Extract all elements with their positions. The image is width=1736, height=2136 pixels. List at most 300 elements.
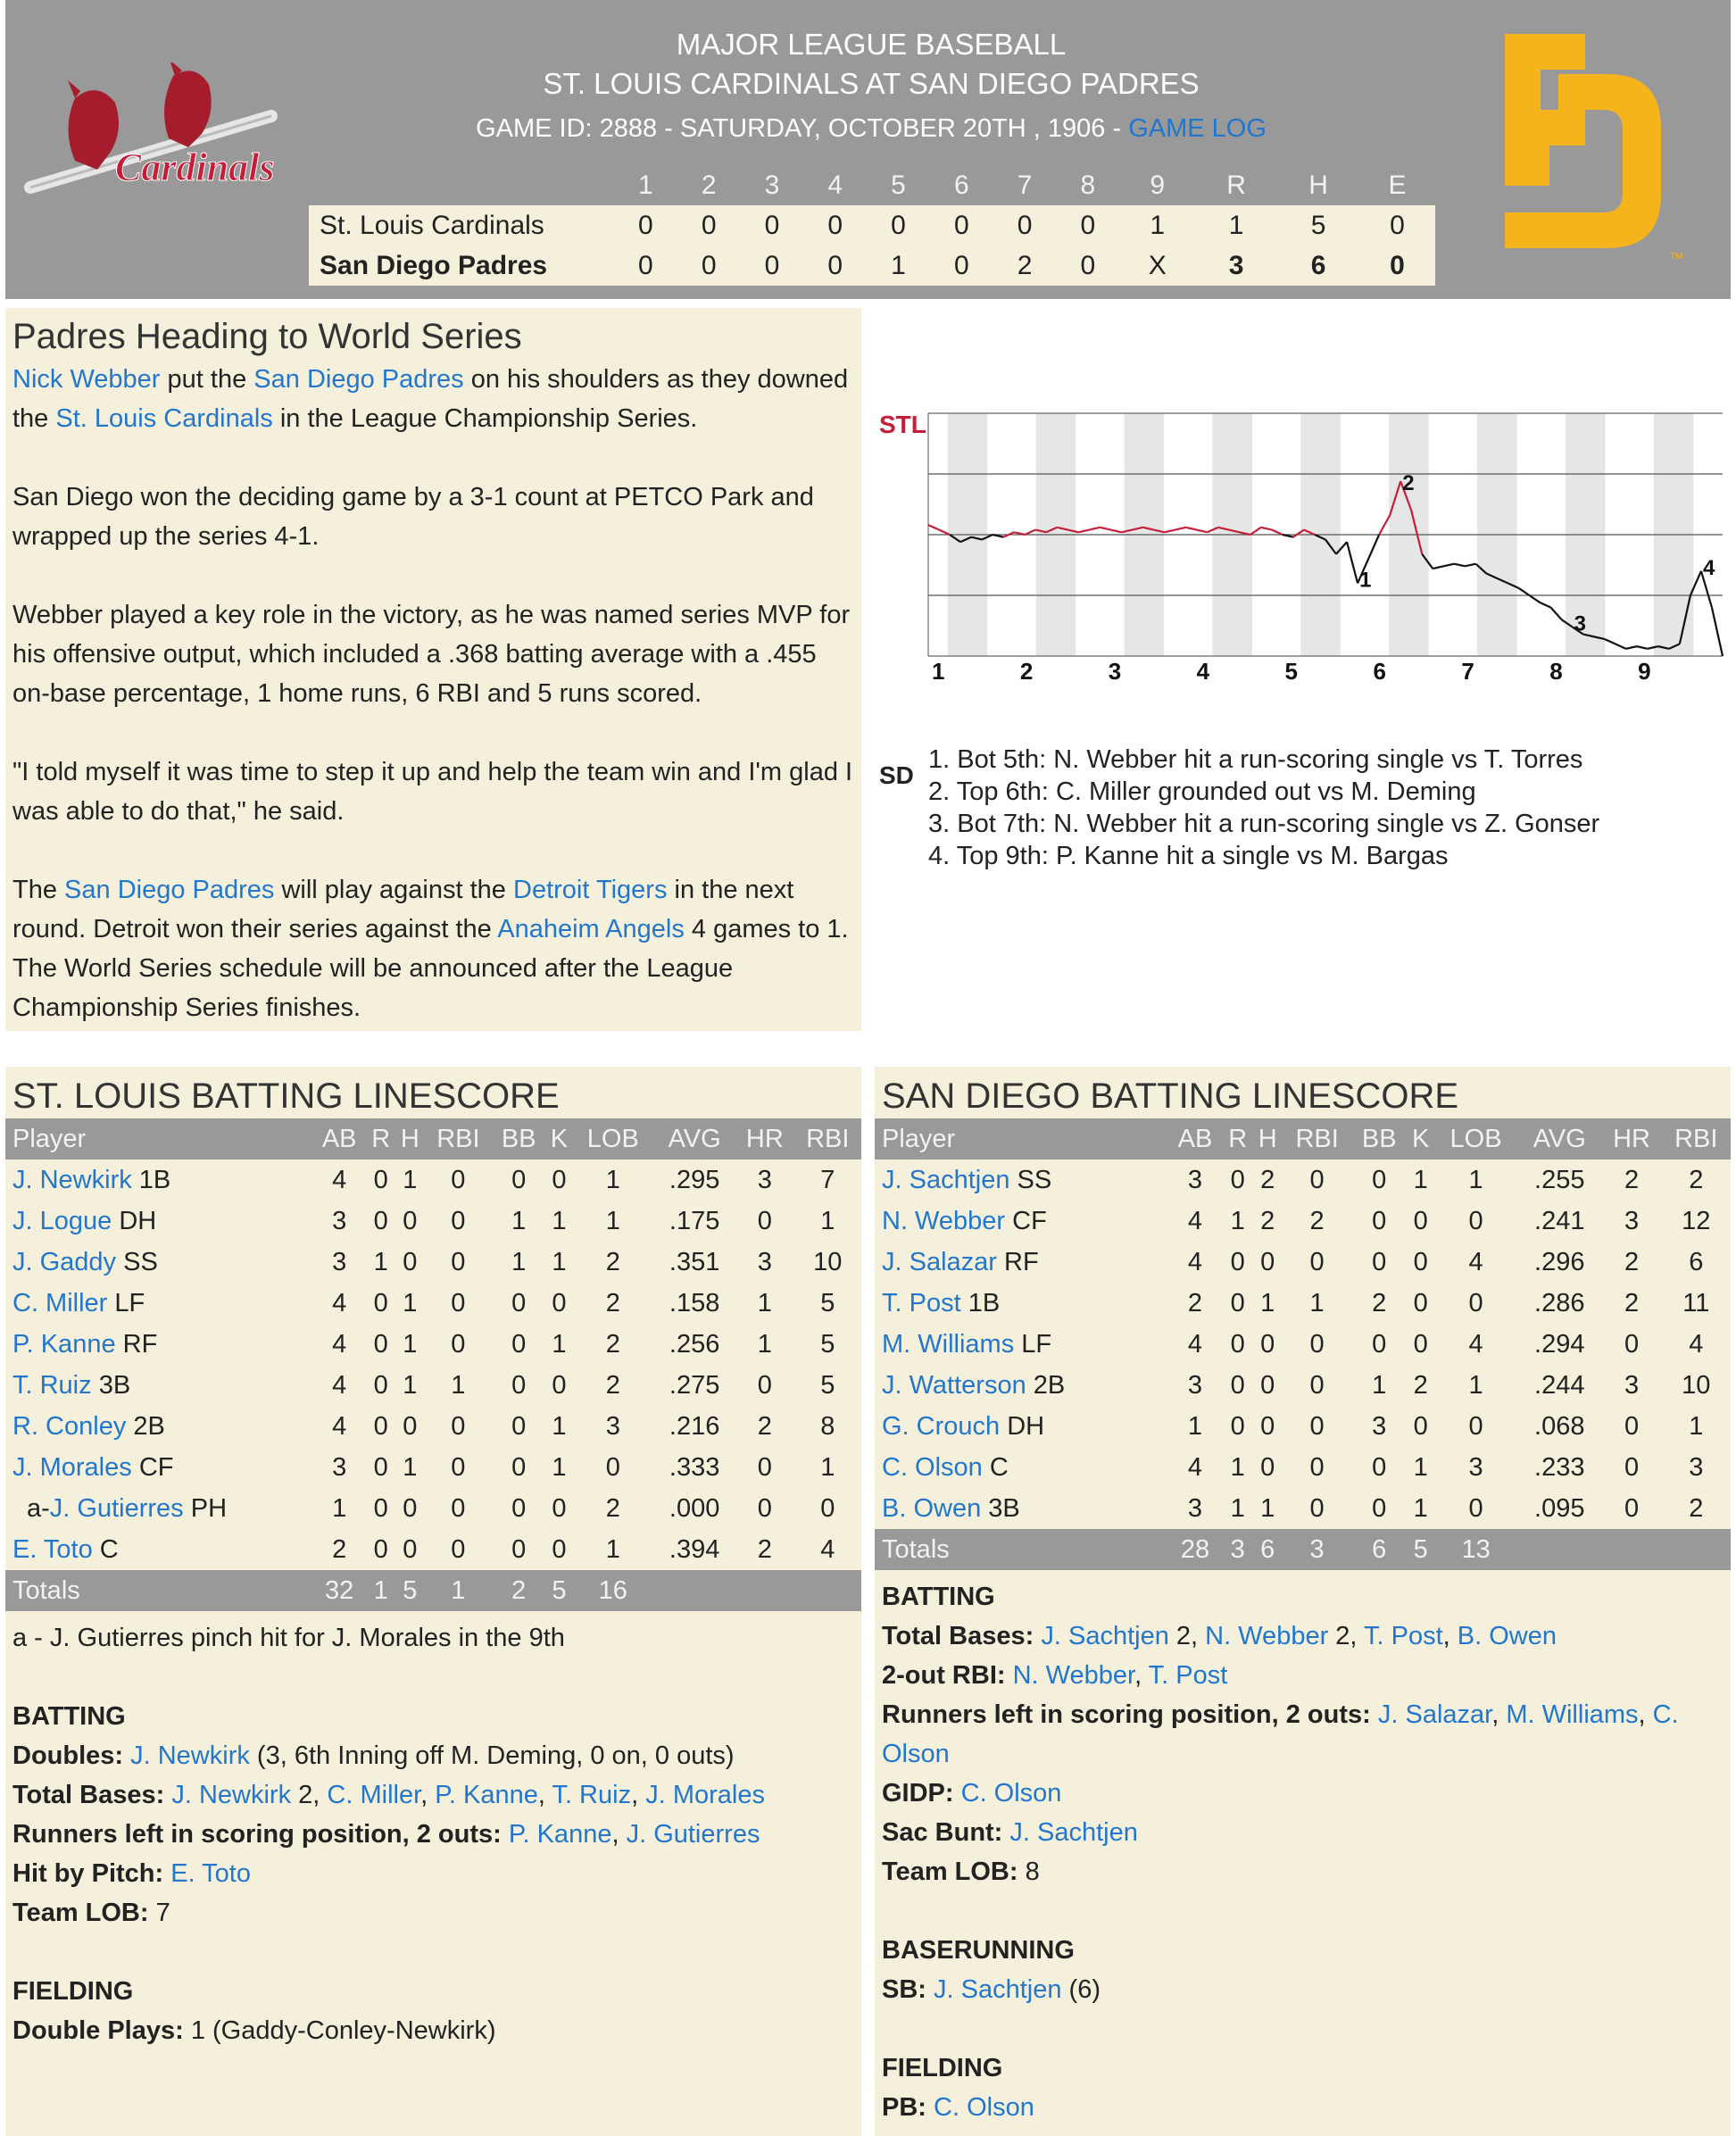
story-paragraph: "I told myself it was time to step it up and help the team win and I'm glad I was able to do that," he said. — [12, 758, 853, 826]
series-segment — [1100, 528, 1110, 530]
chart-bottom-label: SD — [879, 761, 914, 789]
linescore-team-name: St. Louis Cardinals — [309, 205, 614, 245]
team-link[interactable]: San Diego Padres — [64, 876, 275, 904]
player-link[interactable]: M. Williams — [1506, 1700, 1639, 1729]
stat-column-header: LOB — [573, 1118, 654, 1159]
game-log-link[interactable]: GAME LOG — [1128, 114, 1267, 143]
stat-cell: 0 — [552, 1370, 567, 1400]
player-link[interactable]: J. Newkirk — [130, 1741, 250, 1770]
stat-cell: .158 — [669, 1288, 720, 1317]
player-link[interactable]: N. Webber — [882, 1206, 1006, 1235]
player-link[interactable]: T. Post — [1364, 1622, 1443, 1650]
footnote: a - J. Gutierres pinch hit for J. Morales in the 9th — [12, 1624, 565, 1652]
player-position: RF — [115, 1329, 158, 1359]
linescore-cell: 0 — [677, 245, 741, 286]
table-row — [875, 1488, 1731, 1529]
player-link[interactable]: J. Sachtjen — [882, 1165, 1010, 1194]
totals-cell — [1602, 1529, 1662, 1570]
sd-notes — [875, 1570, 1731, 2134]
stat-cell: 7 — [820, 1165, 835, 1194]
stat-cell: 0 — [1230, 1411, 1245, 1441]
stat-cell: 2 — [605, 1288, 620, 1317]
series-segment — [1261, 528, 1272, 530]
linescore-cell: 0 — [614, 205, 677, 245]
player-cell — [875, 1283, 1167, 1324]
linescore-row-home — [309, 245, 1435, 286]
inning-header: 9 — [1150, 170, 1166, 200]
linescore-cell: 0 — [1056, 245, 1119, 286]
stat-cell: 2 — [1372, 1288, 1387, 1317]
player-position: 3B — [91, 1370, 131, 1400]
header-line-league: MAJOR LEAGUE BASEBALL — [676, 28, 1067, 61]
stat-cell: 1 — [757, 1329, 772, 1359]
totals-cell: 28 — [1167, 1529, 1223, 1570]
stat-cell: 0 — [1624, 1452, 1640, 1482]
story-headline: Padres Heading to World Series — [12, 317, 522, 356]
player-link[interactable]: T. Post — [1148, 1661, 1228, 1690]
stat-cell: 0 — [373, 1206, 388, 1235]
stl-notes — [5, 1611, 861, 2057]
stat-cell: 1 — [403, 1329, 418, 1359]
stat-cell: 2 — [605, 1329, 620, 1359]
player-link[interactable]: J. Salazar — [882, 1247, 997, 1276]
player-link[interactable]: J. Newkirk — [171, 1781, 292, 1809]
team-link[interactable]: Detroit Tigers — [513, 876, 668, 904]
stat-cell: 8 — [820, 1411, 835, 1441]
stat-cell: 2 — [1413, 1370, 1428, 1400]
player-position: RF — [996, 1247, 1039, 1276]
stat-cell: 11 — [1682, 1288, 1710, 1317]
stat-cell: 12 — [1682, 1206, 1711, 1235]
totals-cell: 6 — [1351, 1529, 1407, 1570]
player-cell — [875, 1324, 1167, 1365]
stat-cell: 1 — [1413, 1165, 1428, 1194]
stat-cell: 6 — [1689, 1247, 1704, 1276]
stat-column-header: H — [1252, 1118, 1283, 1159]
stat-cell: 1 — [820, 1206, 835, 1235]
inning-header: 8 — [1080, 170, 1096, 200]
stat-column-header: RBI — [1662, 1118, 1731, 1159]
stat-cell: 0 — [1260, 1247, 1275, 1276]
series-segment — [1530, 595, 1541, 603]
totals-cell — [1517, 1529, 1602, 1570]
stat-cell: 0 — [605, 1452, 620, 1482]
table-row — [5, 1159, 861, 1201]
sd-batting-section — [875, 1067, 1731, 2136]
stat-cell: 4 — [1187, 1452, 1203, 1482]
linescore-hits: 5 — [1277, 205, 1359, 245]
player-link[interactable]: C. Olson — [882, 1700, 1679, 1768]
stat-cell: 0 — [1260, 1329, 1275, 1359]
player-link[interactable]: C. Miller — [327, 1781, 421, 1809]
stat-cell: 3 — [1187, 1370, 1203, 1400]
player-position: C — [92, 1534, 119, 1564]
stat-cell: 0 — [403, 1534, 418, 1564]
stat-cell: 1 — [605, 1165, 620, 1194]
stat-cell: 4 — [332, 1411, 347, 1441]
player-link[interactable]: C. Miller — [12, 1288, 108, 1317]
player-link[interactable]: G. Crouch — [882, 1411, 1001, 1441]
stat-cell: .394 — [669, 1534, 720, 1564]
stat-cell: 1 — [403, 1288, 418, 1317]
inning-header: 3 — [764, 170, 780, 200]
linescore-team-name: San Diego Padres — [309, 245, 614, 286]
player-link[interactable]: T. Ruiz — [12, 1370, 92, 1400]
player-link[interactable]: J. Gutierres — [49, 1493, 184, 1523]
stat-cell: 4 — [1468, 1247, 1483, 1276]
stat-cell: 5 — [820, 1288, 835, 1317]
stat-cell: 0 — [1372, 1493, 1387, 1523]
player-link[interactable]: E. Toto — [170, 1859, 251, 1888]
stat-cell: 0 — [373, 1493, 388, 1523]
series-segment — [1089, 528, 1100, 530]
stat-cell: 2 — [757, 1534, 772, 1564]
stat-column-header: K — [1407, 1118, 1434, 1159]
series-segment — [1465, 564, 1475, 567]
player-link[interactable]: J. Newkirk — [12, 1165, 132, 1194]
player-link[interactable]: R. Conley — [12, 1411, 127, 1441]
stat-cell: 3 — [1372, 1411, 1387, 1441]
player-link[interactable]: J. Sachtjen — [934, 1975, 1062, 2004]
stat-cell: 3 — [1187, 1493, 1203, 1523]
stat-cell: 1 — [403, 1370, 418, 1400]
series-segment — [1175, 528, 1186, 530]
stat-cell: 0 — [511, 1452, 527, 1482]
stat-cell: .294 — [1534, 1329, 1585, 1359]
series-segment — [1025, 530, 1035, 535]
annotation-marker: 1 — [1359, 568, 1372, 593]
cardinals-logo — [21, 62, 280, 223]
player-position: LF — [107, 1288, 145, 1317]
batting-header-row — [5, 1118, 861, 1159]
stat-cell: 1 — [1230, 1452, 1245, 1482]
player-cell — [875, 1242, 1167, 1283]
player-position: 3B — [981, 1493, 1020, 1523]
player-link[interactable]: P. Kanne — [12, 1329, 116, 1359]
linescore-cell: 2 — [993, 245, 1057, 286]
stat-cell: 0 — [403, 1206, 418, 1235]
table-row — [5, 1488, 861, 1529]
stat-column-header: AVG — [653, 1118, 735, 1159]
team-link[interactable]: St. Louis Cardinals — [55, 404, 273, 433]
game-header — [5, 0, 1731, 299]
series-segment — [1197, 530, 1208, 533]
linescore-cell: 0 — [993, 205, 1057, 245]
player-position: DH — [112, 1206, 157, 1235]
stat-cell: 0 — [757, 1493, 772, 1523]
stat-cell: 1 — [1413, 1493, 1428, 1523]
player-link[interactable]: J. Morales — [12, 1452, 132, 1482]
stat-column-header: HR — [735, 1118, 793, 1159]
totals-cell — [1662, 1529, 1731, 1570]
stat-cell: 1 — [1230, 1493, 1245, 1523]
player-link[interactable]: J. Gutierres — [626, 1820, 760, 1849]
fielding-heading: FIELDING — [12, 1977, 134, 2006]
linescore-cell: 0 — [741, 205, 804, 245]
stat-cell: 3 — [757, 1165, 772, 1194]
chart-note: 3. Bot 7th: N. Webber hit a run-scoring single vs Z. Gonser — [928, 810, 1600, 838]
stat-cell: 0 — [757, 1370, 772, 1400]
section-title: ST. LOUIS BATTING LINESCORE — [12, 1076, 560, 1116]
doubles-line: Doubles: J. Newkirk (3, 6th Inning off M. Deming, 0 on, 0 outs) — [12, 1741, 735, 1770]
player-link[interactable]: J. Watterson — [882, 1370, 1026, 1400]
inning-header: 5 — [891, 170, 906, 200]
risp-line: Runners left in scoring position, 2 outs: P. Kanne, J. Gutierres — [12, 1820, 760, 1849]
stat-cell: 0 — [451, 1411, 466, 1441]
stat-cell: 4 — [332, 1370, 347, 1400]
totals-cell: 16 — [573, 1570, 654, 1611]
player-link[interactable]: P. Kanne — [435, 1781, 538, 1809]
player-link[interactable]: C. Olson — [882, 1452, 983, 1482]
stat-cell: .255 — [1534, 1165, 1585, 1194]
table-row — [5, 1201, 861, 1242]
stat-cell: 0 — [1468, 1411, 1483, 1441]
stat-cell: 0 — [451, 1247, 466, 1276]
player-position: LF — [1014, 1329, 1052, 1359]
linescore-cell: 0 — [803, 245, 867, 286]
story-paragraph — [5, 360, 861, 438]
story-text: The — [12, 876, 65, 904]
stat-cell: 0 — [552, 1288, 567, 1317]
stat-cell: .068 — [1534, 1411, 1585, 1441]
stat-cell: 0 — [511, 1329, 527, 1359]
stat-cell: 0 — [1230, 1165, 1245, 1194]
hits-header: H — [1308, 170, 1328, 200]
stat-cell: 3 — [332, 1247, 347, 1276]
table-row — [5, 1242, 861, 1283]
player-position: 1B — [131, 1165, 171, 1194]
stat-cell: .175 — [669, 1206, 720, 1235]
stat-cell: 3 — [332, 1452, 347, 1482]
player-position: 1B — [960, 1288, 1001, 1317]
stat-cell: 0 — [1468, 1493, 1483, 1523]
table-row — [5, 1406, 861, 1447]
section-title: SAN DIEGO BATTING LINESCORE — [882, 1076, 1459, 1116]
stat-cell: 1 — [1230, 1206, 1245, 1235]
stat-cell: 2 — [1309, 1206, 1325, 1235]
player-cell — [875, 1447, 1167, 1488]
chart-top-label: STL — [879, 411, 926, 438]
player-link[interactable]: J. Salazar — [1377, 1700, 1492, 1729]
player-position: 2B — [126, 1411, 165, 1441]
stat-cell: 2 — [605, 1493, 620, 1523]
stat-cell: 0 — [511, 1370, 527, 1400]
stat-cell: 0 — [1468, 1288, 1483, 1317]
series-segment — [1518, 588, 1529, 595]
player-link[interactable]: P. Kanne — [508, 1820, 612, 1849]
stat-cell: 3 — [1468, 1452, 1483, 1482]
stat-cell: 0 — [1624, 1329, 1640, 1359]
stat-cell: 1 — [511, 1206, 527, 1235]
table-row — [875, 1283, 1731, 1324]
team-link[interactable]: Anaheim Angels — [497, 915, 685, 943]
totals-row — [875, 1529, 1731, 1570]
player-cell — [5, 1488, 312, 1529]
stat-cell: 0 — [373, 1452, 388, 1482]
stat-cell: 0 — [451, 1534, 466, 1564]
stat-cell: 2 — [1624, 1165, 1640, 1194]
stat-cell: 0 — [1309, 1329, 1325, 1359]
stat-cell: 1 — [605, 1534, 620, 1564]
annotation-marker: 4 — [1702, 555, 1715, 580]
stat-column-header: AB — [1167, 1118, 1223, 1159]
stat-cell: 10 — [813, 1247, 843, 1276]
table-row — [5, 1529, 861, 1570]
story-paragraph — [5, 870, 861, 1027]
totals-cell: 3 — [1223, 1529, 1253, 1570]
stat-cell: 2 — [1624, 1247, 1640, 1276]
totals-row — [5, 1570, 861, 1611]
story-text: 4 games to 1. The World Series schedule will be announced after the League Championship Series finishes. — [12, 915, 849, 1022]
batting-heading: BATTING — [12, 1702, 126, 1731]
gidp-line: GIDP: C. Olson — [882, 1779, 1062, 1808]
stat-cell: 0 — [451, 1452, 466, 1482]
series-segment — [1443, 564, 1454, 567]
series-segment — [1712, 608, 1723, 656]
player-link[interactable]: J. Gaddy — [12, 1247, 117, 1276]
stat-cell: 0 — [1309, 1247, 1325, 1276]
stat-cell: 2 — [1260, 1165, 1275, 1194]
header-line-matchup: ST. LOUIS CARDINALS AT SAN DIEGO PADRES — [543, 67, 1200, 100]
stat-cell: 0 — [1413, 1288, 1428, 1317]
stat-cell: 4 — [1689, 1329, 1704, 1359]
stat-cell: 0 — [1309, 1411, 1325, 1441]
linescore-runs: 1 — [1195, 205, 1277, 245]
totals-cell: 13 — [1434, 1529, 1517, 1570]
fielding-heading: FIELDING — [882, 2054, 1003, 2082]
stat-cell: 4 — [1187, 1329, 1203, 1359]
totals-cell: 1 — [366, 1570, 395, 1611]
stat-cell: 2 — [1689, 1493, 1704, 1523]
player-link[interactable]: M. Williams — [882, 1329, 1015, 1359]
stat-cell: 3 — [1187, 1165, 1203, 1194]
player-link[interactable]: C. Olson — [934, 2093, 1034, 2122]
table-row — [875, 1159, 1731, 1201]
double-plays-line: Double Plays: 1 (Gaddy-Conley-Newkirk) — [12, 2016, 496, 2045]
story-text: on his shoulders as they downed the — [12, 365, 849, 433]
team-link[interactable]: San Diego Padres — [253, 365, 464, 394]
stat-cell: 0 — [1309, 1370, 1325, 1400]
player-link[interactable]: J. Sachtjen — [1041, 1622, 1169, 1650]
stat-cell: 2 — [1624, 1288, 1640, 1317]
stat-cell: .296 — [1534, 1247, 1585, 1276]
player-position: SS — [1009, 1165, 1052, 1194]
stat-column-header: RBI — [425, 1118, 492, 1159]
stat-cell: 1 — [373, 1247, 388, 1276]
x-tick-label: 9 — [1638, 658, 1651, 685]
x-tick-label: 6 — [1373, 658, 1386, 685]
stat-column-header: HR — [1602, 1118, 1662, 1159]
series-segment — [928, 525, 939, 529]
player-link[interactable]: Nick Webber — [12, 365, 161, 394]
stat-cell: 0 — [1413, 1206, 1428, 1235]
series-segment — [1454, 564, 1465, 567]
table-row — [875, 1365, 1731, 1406]
player-link[interactable]: T. Post — [882, 1288, 961, 1317]
stat-cell: 1 — [1468, 1165, 1483, 1194]
player-link[interactable]: N. Webber — [1012, 1661, 1135, 1690]
player-cell — [875, 1488, 1167, 1529]
stat-cell: 0 — [451, 1329, 466, 1359]
stat-cell: 0 — [1372, 1247, 1387, 1276]
player-cell — [875, 1201, 1167, 1242]
stat-cell: 0 — [373, 1411, 388, 1441]
stat-cell: 0 — [1309, 1452, 1325, 1482]
totals-cell: 6 — [1252, 1529, 1283, 1570]
player-link[interactable]: N. Webber — [1205, 1622, 1329, 1650]
linescore-cell: 0 — [741, 245, 804, 286]
stat-cell: 0 — [1230, 1288, 1245, 1317]
series-segment — [1433, 566, 1443, 569]
player-position: C — [982, 1452, 1009, 1482]
stat-cell: 2 — [605, 1370, 620, 1400]
stat-cell: 1 — [552, 1411, 567, 1441]
totals-label: Totals — [875, 1529, 1167, 1570]
totals-cell — [735, 1570, 793, 1611]
player-link[interactable]: J. Sachtjen — [1009, 1818, 1138, 1847]
stat-cell: 0 — [1624, 1493, 1640, 1523]
stat-cell: 1 — [1260, 1288, 1275, 1317]
player-link[interactable]: J. Logue — [12, 1206, 112, 1235]
player-link[interactable]: J. Morales — [645, 1781, 765, 1809]
player-link[interactable]: E. Toto — [12, 1534, 93, 1564]
player-position: 2B — [1026, 1370, 1066, 1400]
player-link[interactable]: T. Ruiz — [552, 1781, 632, 1809]
table-row — [5, 1324, 861, 1365]
stat-cell: 1 — [511, 1247, 527, 1276]
stat-cell: .241 — [1534, 1206, 1585, 1235]
stat-cell: 1 — [332, 1493, 347, 1523]
stat-cell: 0 — [403, 1411, 418, 1441]
header-title — [309, 25, 1433, 148]
stat-cell: 4 — [332, 1329, 347, 1359]
stat-cell: 0 — [373, 1534, 388, 1564]
series-segment — [1368, 535, 1379, 559]
hbp-line: Hit by Pitch: E. Toto — [12, 1859, 251, 1888]
stat-cell: 0 — [1372, 1452, 1387, 1482]
linescore-cell: X — [1119, 245, 1195, 286]
stat-cell: 0 — [1413, 1411, 1428, 1441]
player-link[interactable]: B. Owen — [1457, 1622, 1557, 1650]
stat-column-header: RBI — [794, 1118, 861, 1159]
stat-cell: 0 — [511, 1411, 527, 1441]
stat-column-header: AVG — [1517, 1118, 1602, 1159]
player-link[interactable]: B. Owen — [882, 1493, 982, 1523]
totals-cell: 5 — [1407, 1529, 1434, 1570]
inning-header: 2 — [701, 170, 717, 200]
baserunning-heading: BASERUNNING — [882, 1936, 1075, 1965]
player-column-header: Player — [5, 1118, 312, 1159]
inning-header: 1 — [638, 170, 653, 200]
chart-note: 2. Top 6th: C. Miller grounded out vs M. Deming — [928, 777, 1476, 806]
totals-cell — [794, 1570, 861, 1611]
linescore-cell: 0 — [930, 245, 993, 286]
stat-cell: 1 — [1468, 1370, 1483, 1400]
series-segment — [1626, 646, 1637, 649]
stat-cell: 2 — [757, 1411, 772, 1441]
stat-cell: 1 — [1309, 1288, 1325, 1317]
stat-cell: 3 — [1624, 1206, 1640, 1235]
series-segment — [1347, 542, 1358, 583]
stat-cell: 5 — [820, 1370, 835, 1400]
padres-logo — [1496, 25, 1683, 266]
player-position: CF — [1005, 1206, 1047, 1235]
player-link[interactable]: C. Olson — [960, 1779, 1062, 1808]
stat-cell: 3 — [605, 1411, 620, 1441]
stat-column-header: LOB — [1434, 1118, 1517, 1159]
stat-cell: 0 — [1624, 1411, 1640, 1441]
player-cell — [5, 1365, 312, 1406]
